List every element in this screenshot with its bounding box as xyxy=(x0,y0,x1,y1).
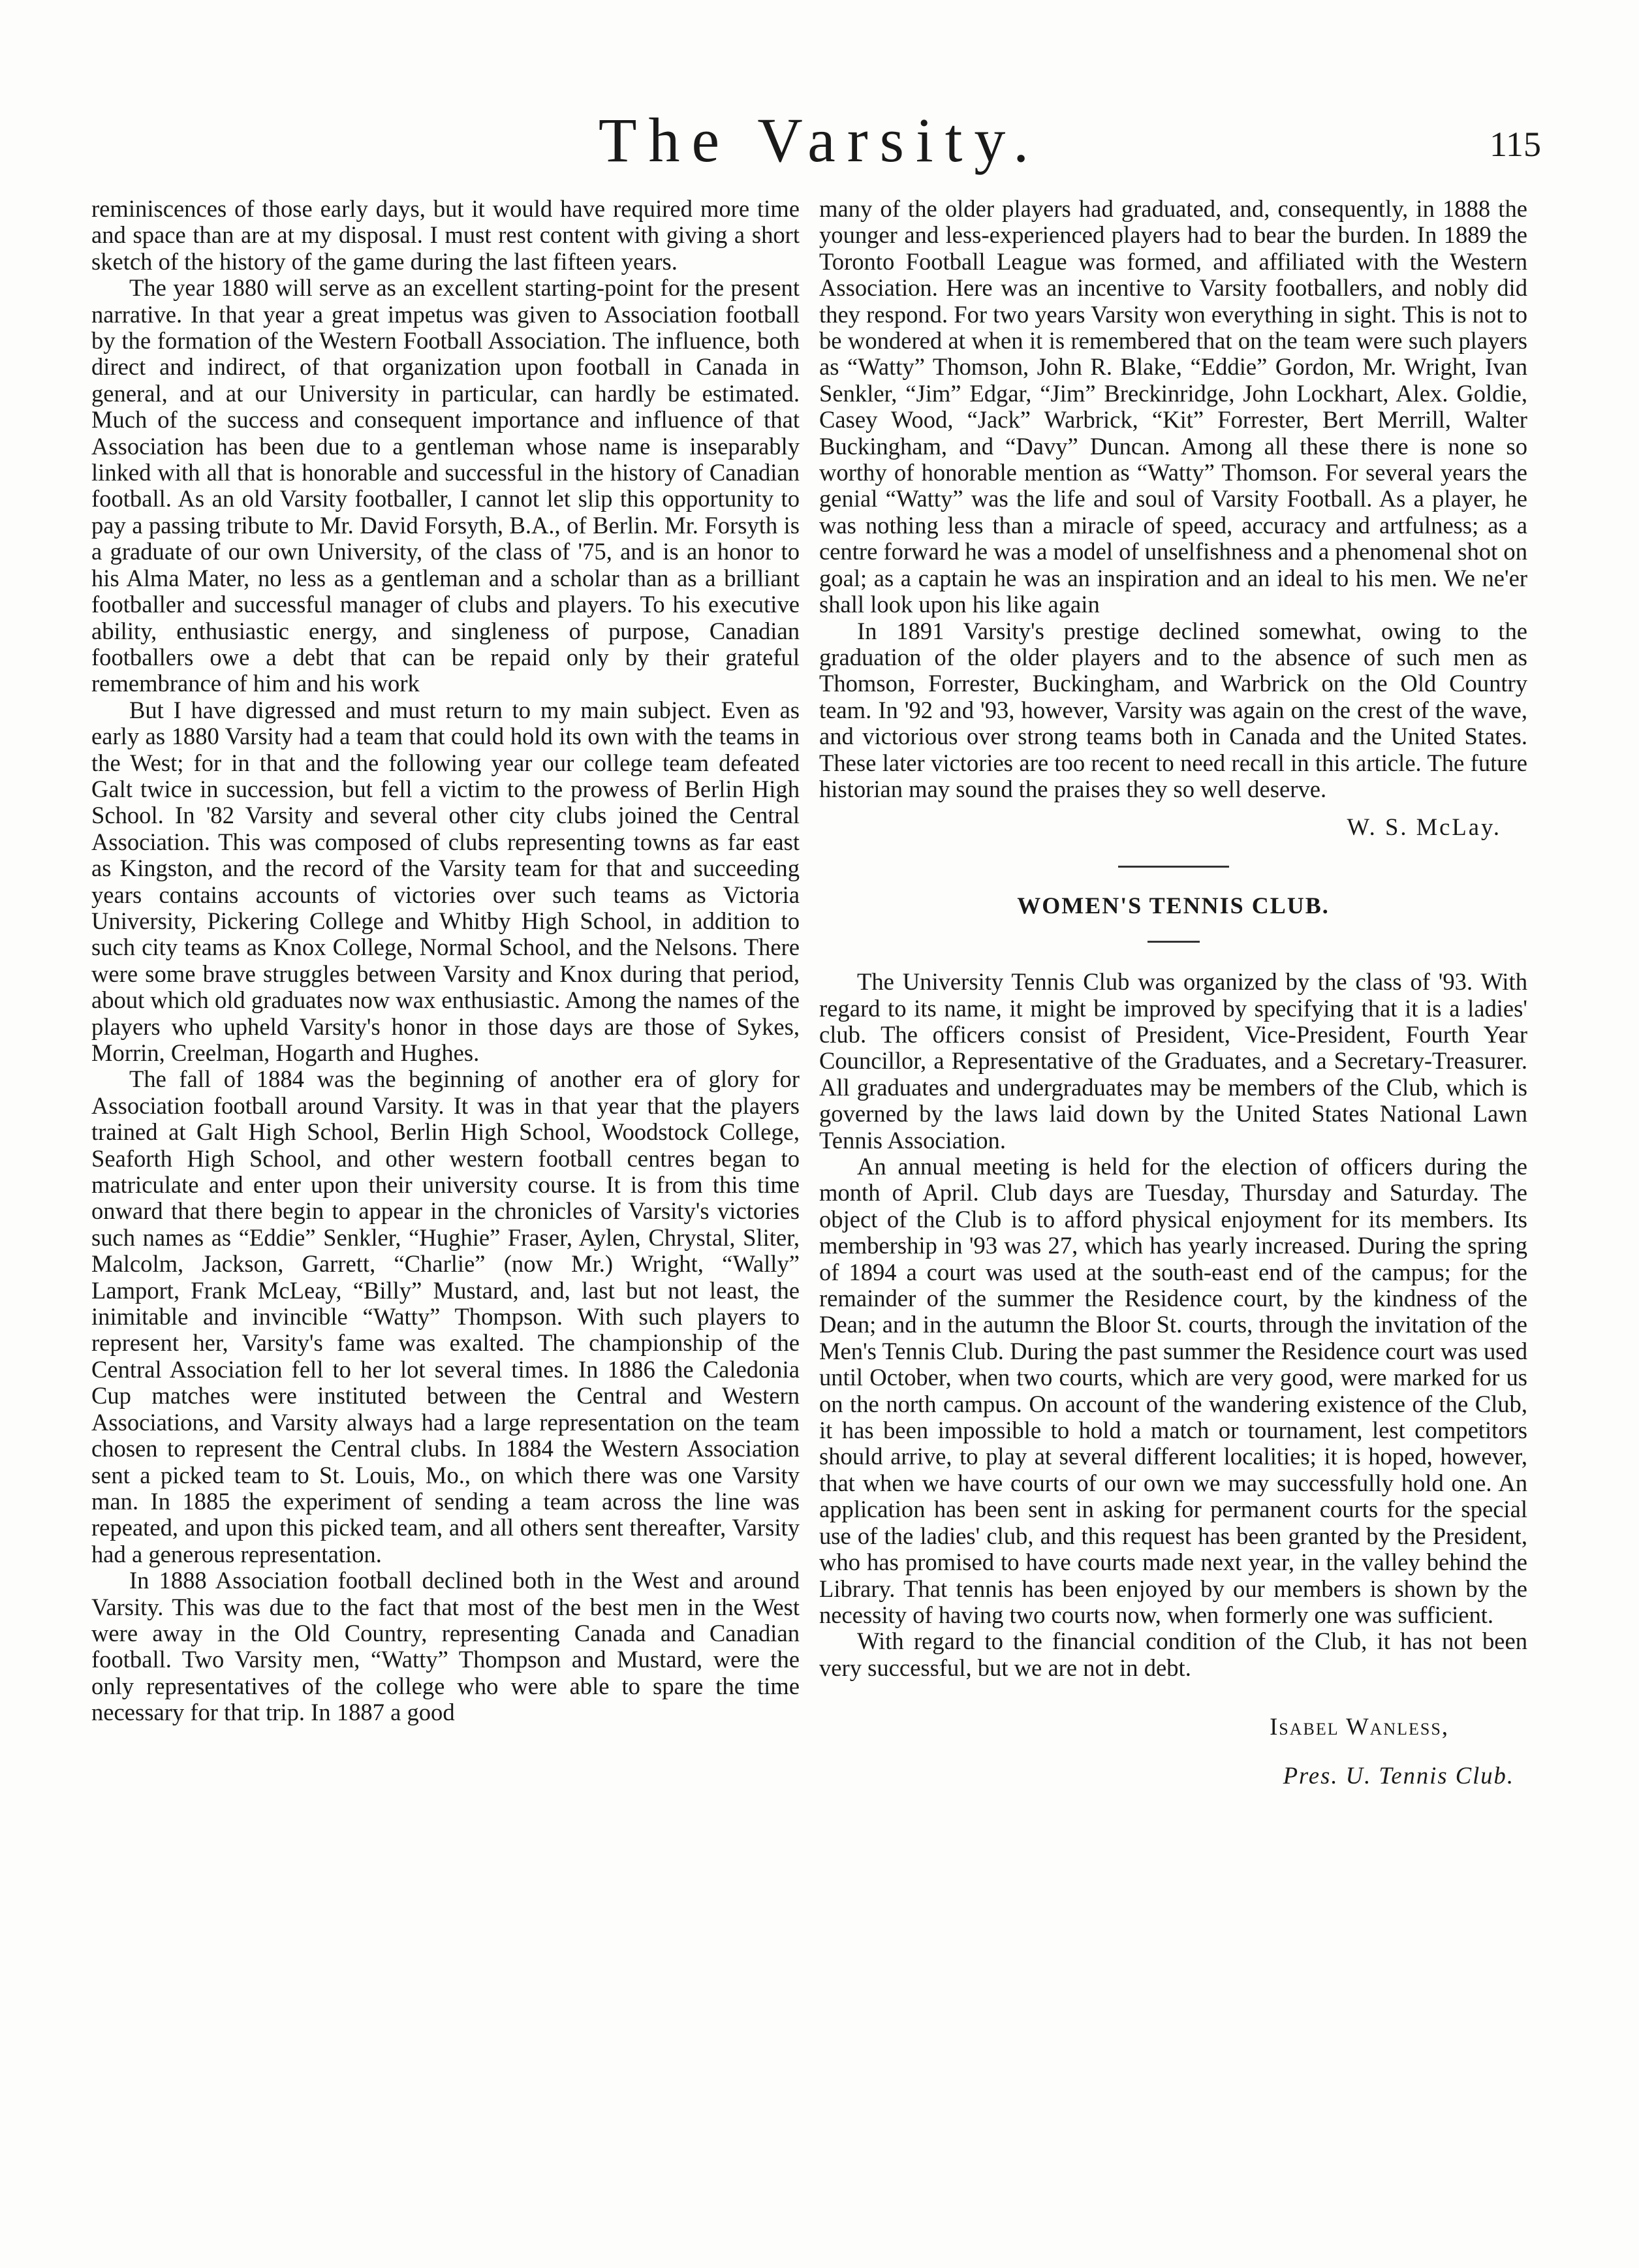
paragraph: The University Tennis Club was organized by the class of '93. With regard to its name, it might be improved by specifying that it is a ladies' club. The officers consist of President, Vice-President, Fourth Year Councillor, a Representative of the Graduates, and a Secretary-Treasurer. All graduates and undergraduates may be members of the Club, which is governed by the laws laid down by the United States National Lawn Tennis Association. xyxy=(819,968,1527,1154)
signature-name: Isabel Wanless, xyxy=(1270,1713,1449,1740)
heading-rule xyxy=(1147,941,1200,943)
right-column xyxy=(819,196,1527,1789)
section-divider xyxy=(1118,866,1229,868)
paragraph: An annual meeting is held for the election of officers during the month of April. Club days are Tuesday, Thursday and Saturday. The object of the Club is to afford physical enjoyment for its members. Its membership in '93 was 27, which has yearly increased. During the spring of 1894 a court was used at the south-east end of the campus; for the remainder of the summer the Residence court, by the kindness of the Dean; and in the autumn the Bloor St. courts, through the invitation of the Men's Tennis Club. During the past summer the Residence court was used until October, when two courts, which are very good, were marked for us on the north campus. On account of the wandering existence of the Club, it has been impossible to hold a match or tournament, lest competitors should arrive, to play at several different localities; it is hoped, however, that when we have courts of our own we may successfully hold one. An application has been sent in asking for permanent courts for the special use of the ladies' club, and this request has been granted by the President, who has promised to have courts made next year, in the valley behind the Library. That tennis has been enjoyed by our members is shown by the necessity of having two courts now, when formerly one was sufficient. xyxy=(819,1153,1527,1628)
paragraph: reminiscences of those early days, but it would have required more time and space than are at my disposal. I must rest content with giving a short sketch of the history of the game during the last fifteen years. xyxy=(91,195,800,275)
left-column xyxy=(91,196,800,1726)
paragraph: In 1891 Varsity's prestige declined somewhat, owing to the graduation of the older players and to the absence of such men as Thomson, Forrester, Buckingham, and Warbrick on the Old Country team. In '92 and '93, however, Varsity was again on the crest of the wave, and victorious over strong teams both in Canada and the United States. These later victories are too recent to need recall in this article. The future historian may sound the praises they so well deserve. xyxy=(819,617,1527,802)
masthead xyxy=(0,98,1639,183)
paragraph: With regard to the financial condition of the Club, it has not been very successful, but we are not in debt. xyxy=(819,1628,1527,1681)
signature-role: Pres. U. Tennis Club. xyxy=(1283,1761,1514,1789)
paragraph: many of the older players had graduated, and, consequently, in 1888 the younger and less-experienced players had to bear the burden. In 1889 the Toronto Football League was formed, and affiliated with the Western Association. Here was an incentive to Varsity footballers, and nobly did they respond. For two years Varsity won everything in sight. This is not to be wondered at when it is remembered that on the team were such players as “Watty” Thomson, John R. Blake, “Eddie” Gordon, Mr. Wright, Ivan Senkler, “Jim” Edgar, “Jim” Breckinridge, John Lockhart, Alex. Goldie, Casey Wood, “Jack” Warbrick, “Kit” Forrester, Bert Merrill, Walter Buckingham, and “Davy” Duncan. Among all these there is none so worthy of honorable mention as “Watty” Thomson. For several years the genial “Watty” was the life and soul of Varsity Football. As a player, he was nothing less than a miracle of speed, accuracy and artfulness; as a centre forward he was a model of unselfishness and a phenomenal shot on goal; as a captain he was an inspiration and an ideal to his men. We ne'er shall look upon his like again xyxy=(819,195,1527,618)
page-number: 115 xyxy=(1490,125,1541,164)
paragraph: But I have digressed and must return to my main subject. Even as early as 1880 Varsity had a team that could hold its own with the teams in the West; for in that and the following year our college team defeated Galt twice in succession, but fell a victim to the prowess of Berlin High School. In '82 Varsity and several other city clubs joined the Central Association. This was composed of clubs representing towns as far east as Kingston, and the record of the Varsity team for that and succeeding years contains accounts of victories over such teams as Victoria University, Pickering College and Whitby High School, in addition to such city teams as Knox College, Normal School, and the Nelsons. There were some brave struggles between Varsity and Knox during that period, about which old graduates now wax enthusiastic. Among the names of the players who upheld Varsity's honor in those days are those of Sykes, Morrin, Creelman, Hogarth and Hughes. xyxy=(91,696,800,1066)
author-signature: W. S. McLay. xyxy=(1347,813,1501,841)
paragraph: The fall of 1884 was the beginning of another era of glory for Association football around Varsity. It was in that year that the players trained at Galt High School, Berlin High School, Woodstock College, Seaforth High School, and other western football centres began to matriculate and enter upon their university course. It is from this time onward that there begin to appear in the chronicles of Varsity's victories such names as “Eddie” Senkler, “Hughie” Fraser, Aylen, Chrystal, Sliter, Malcolm, Jackson, Garrett, “Charlie” (now Mr.) Wright, “Wally” Lamport, Frank McLeay, “Billy” Mustard, and, last but not least, the inimitable and invincible “Watty” Thompson. With such players to represent her, Varsity's fame was exalted. The championship of the Central Association fell to her lot several times. In 1886 the Caledonia Cup matches were instituted between the Central and Western Associations, and Varsity always had a large representation on the team chosen to represent the Central clubs. In 1884 the Western Association sent a picked team to St. Louis, Mo., on which there was one Varsity man. In 1885 the experiment of sending a team across the line was repeated, and upon this picked team, and all others sent thereafter, Varsity had a generous representation. xyxy=(91,1065,800,1567)
paragraph: In 1888 Association football declined both in the West and around Varsity. This was due to the fact that most of the best men in the West were away in the Old Country, representing Canada and Canadian football. Two Varsity men, “Watty” Thompson and Mustard, were the only representatives of the college who were able to spare the time necessary for that trip. In 1887 a good xyxy=(91,1567,800,1726)
section-heading: WOMEN'S TENNIS CLUB. xyxy=(1017,892,1330,919)
publication-title: The Varsity. xyxy=(598,105,1041,175)
paragraph: The year 1880 will serve as an excellent starting-point for the present narrative. In that year a great impetus was given to Association football by the formation of the Western Football Association. The influence, both direct and indirect, of that organization upon football in Canada in general, and at our University in particular, can hardly be estimated. Much of the success and consequent importance and influence of that Association has been due to a gentleman whose name is inseparably linked with all that is honorable and successful in the history of Canadian football. As an old Varsity footballer, I cannot let slip this opportunity to pay a passing tribute to Mr. David Forsyth, B.A., of Berlin. Mr. Forsyth is a graduate of our own University, of the class of '75, and is an honor to his Alma Mater, no less as a gentleman and a scholar than as a brilliant footballer and successful manager of clubs and players. To his executive ability, enthusiastic energy, and singleness of purpose, Canadian footballers owe a debt that can be repaid only by their grateful remembrance of him and his work xyxy=(91,274,800,697)
